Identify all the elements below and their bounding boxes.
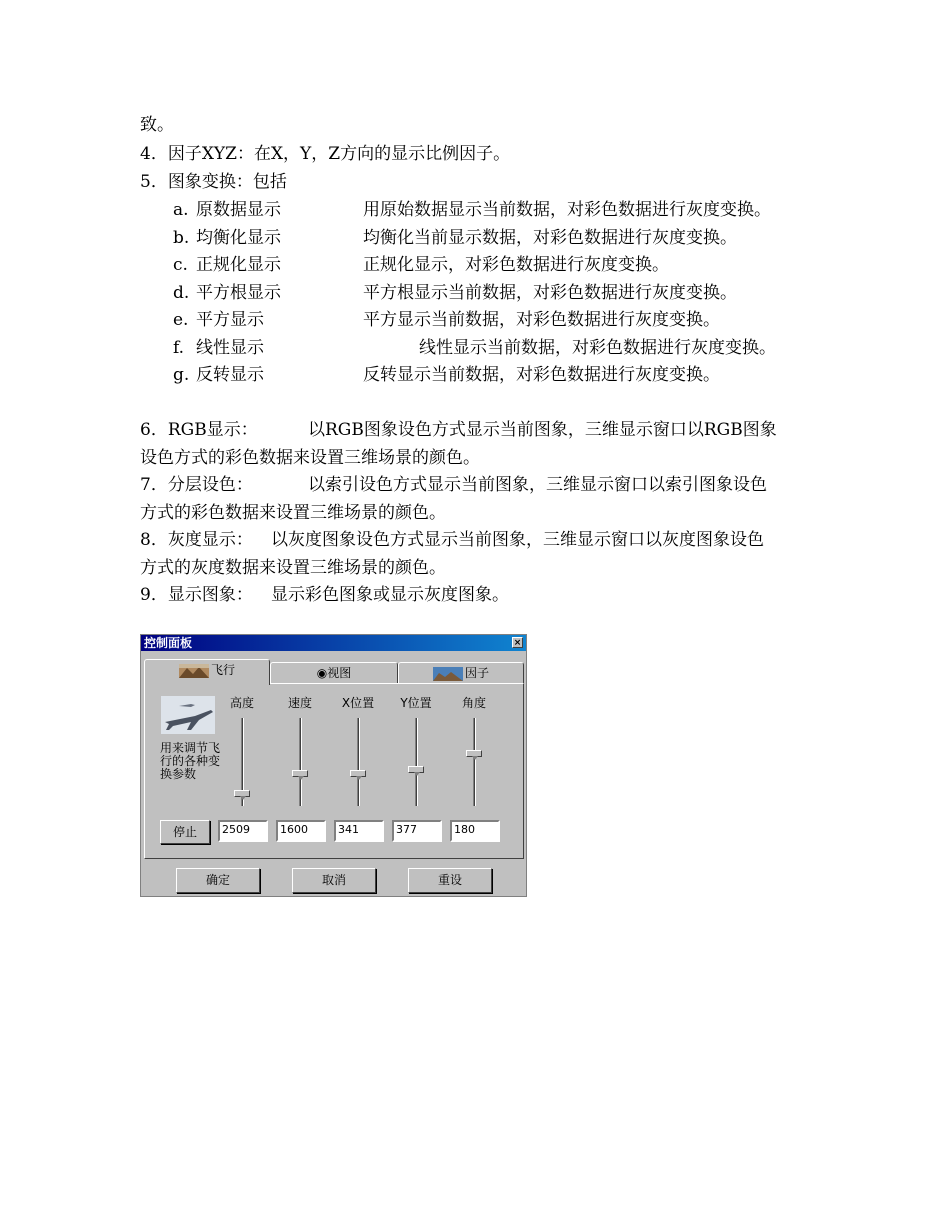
paragraph-gray (140, 527, 820, 553)
label-x-position: X位置 (341, 696, 375, 710)
label-altitude: 高度 (229, 696, 254, 710)
angle-slider[interactable] (473, 718, 476, 806)
y-position-input[interactable]: 377 (392, 820, 442, 842)
x-position-slider-thumb[interactable] (350, 770, 366, 777)
paragraph-show (140, 582, 820, 608)
para-label: 8．灰度显示： (140, 530, 253, 550)
para-text: 以索引设色方式显示当前图象，三维显示窗口以索引图象设色 (308, 475, 767, 495)
tab-flight[interactable] (144, 659, 270, 685)
text-line: 设色方式的彩色数据来设置三维场景的颜色。 (140, 448, 480, 468)
para-text: 显示彩色图象或显示灰度图象。 (271, 585, 509, 605)
item-letter: d. (173, 283, 190, 303)
item-letter: f. (173, 338, 185, 358)
close-button[interactable]: × (513, 638, 522, 648)
item-name: 线性显示 (196, 338, 264, 358)
item-name: 反转显示 (196, 365, 264, 385)
speed-input[interactable]: 1600 (276, 820, 326, 842)
x-position-input[interactable]: 341 (334, 820, 384, 842)
item-desc: 正规化显示，对彩色数据进行灰度变换。 (363, 255, 669, 275)
reset-button[interactable]: 重设 (408, 868, 492, 893)
paragraph-layered (140, 472, 820, 498)
item-letter: e. (173, 310, 189, 330)
text-line: 5．图象变换：包括 (140, 172, 287, 192)
dialog-title: 控制面板 (144, 636, 193, 650)
altitude-slider-thumb[interactable] (234, 790, 250, 797)
para-label: 9．显示图象： (140, 585, 253, 605)
item-desc: 线性显示当前数据，对彩色数据进行灰度变换。 (419, 338, 776, 358)
label-speed: 速度 (287, 696, 312, 710)
item-name: 正规化显示 (196, 255, 281, 275)
transform-item (140, 280, 820, 306)
tab-strip (144, 659, 524, 684)
para-text: 以灰度图象设色方式显示当前图象，三维显示窗口以灰度图象设色 (271, 530, 764, 550)
speed-slider[interactable] (299, 718, 302, 806)
flight-panel (144, 683, 524, 859)
panel-description: 用来调节飞行的各种变换参数 (160, 741, 221, 781)
angle-input[interactable]: 180 (450, 820, 500, 842)
item-desc: 平方显示当前数据，对彩色数据进行灰度变换。 (363, 310, 720, 330)
stop-button[interactable]: 停止 (160, 820, 210, 844)
angle-slider-thumb[interactable] (466, 750, 482, 757)
label-y-position: Y位置 (400, 696, 432, 710)
tab-view[interactable] (270, 662, 398, 684)
tab-factor[interactable] (398, 662, 524, 684)
item-desc: 平方根显示当前数据，对彩色数据进行灰度变换。 (363, 283, 737, 303)
para-text: 以RGB图象设色方式显示当前图象，三维显示窗口以RGB图象 (308, 420, 777, 440)
tab-label: 飞行 (210, 663, 235, 677)
item-desc: 均衡化当前显示数据，对彩色数据进行灰度变换。 (363, 228, 737, 248)
item-desc: 用原始数据显示当前数据，对彩色数据进行灰度变换。 (363, 200, 771, 220)
text-line: 方式的灰度数据来设置三维场景的颜色。 (140, 558, 446, 578)
transform-item (140, 225, 820, 251)
text-line: 4．因子XYZ：在X，Y，Z方向的显示比例因子。 (140, 144, 511, 164)
para-label: 6．RGB显示： (140, 420, 258, 440)
eye-icon: ◉ (316, 666, 328, 680)
speed-slider-thumb[interactable] (292, 770, 308, 777)
text-line: 致。 (140, 115, 174, 135)
y-position-slider[interactable] (415, 718, 418, 806)
landscape-icon (179, 664, 209, 678)
item-name: 平方根显示 (196, 283, 281, 303)
para-label: 7．分层设色： (140, 475, 253, 495)
item-name: 原数据显示 (196, 200, 281, 220)
transform-item (140, 252, 820, 278)
ok-button[interactable]: 确定 (176, 868, 260, 893)
item-name: 均衡化显示 (196, 228, 281, 248)
tab-label: 因子 (464, 666, 489, 680)
transform-item (140, 362, 820, 388)
item-letter: b. (173, 228, 190, 248)
control-panel-dialog (140, 634, 527, 897)
transform-item (140, 307, 820, 333)
item-desc: 反转显示当前数据，对彩色数据进行灰度变换。 (363, 365, 720, 385)
altitude-input[interactable]: 2509 (218, 820, 268, 842)
airplane-icon (161, 696, 215, 734)
item-letter: g. (173, 365, 190, 385)
paragraph-rgb (140, 417, 820, 443)
x-position-slider[interactable] (357, 718, 360, 806)
item-name: 平方显示 (196, 310, 264, 330)
y-position-slider-thumb[interactable] (408, 766, 424, 773)
transform-item (140, 335, 820, 361)
dialog-titlebar (141, 635, 526, 651)
cancel-button[interactable]: 取消 (292, 868, 376, 893)
label-angle: 角度 (461, 696, 486, 710)
tab-label: 视图 (327, 666, 352, 680)
item-letter: c. (173, 255, 188, 275)
landscape-icon (433, 667, 463, 681)
item-letter: a. (173, 200, 189, 220)
text-line: 方式的彩色数据来设置三维场景的颜色。 (140, 503, 446, 523)
transform-item (140, 197, 820, 223)
